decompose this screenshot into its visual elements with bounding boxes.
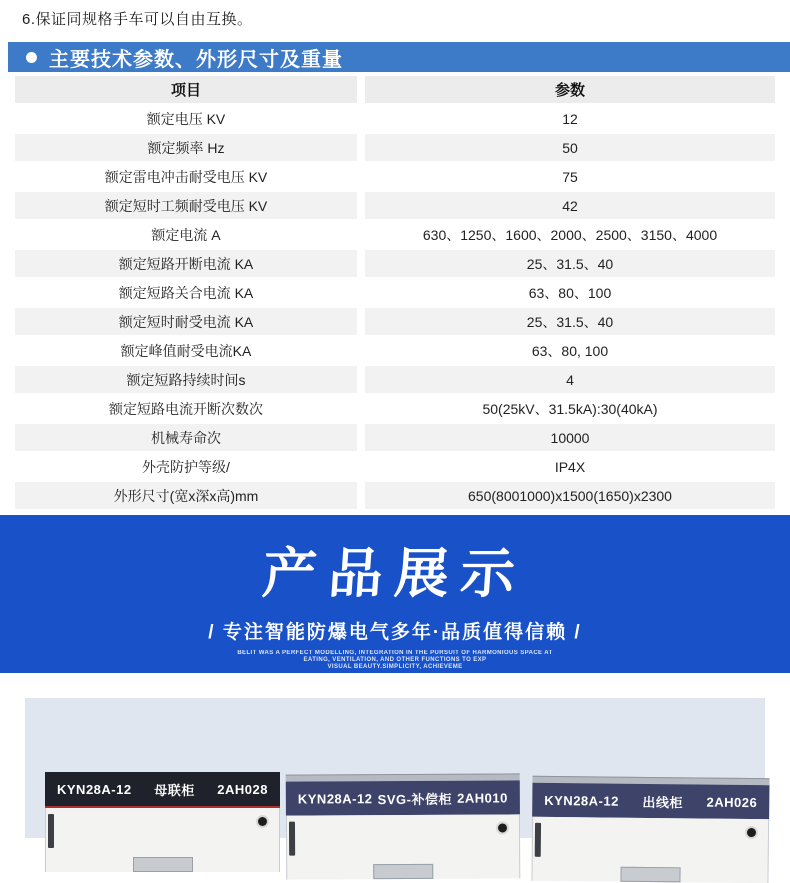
interchange-guarantee-note: 6.保证同规格手车可以自由互换。 [22, 11, 253, 28]
table-row [15, 366, 775, 393]
cabinet-name: SVG-补偿柜 [377, 791, 452, 807]
cabinet-door [45, 808, 280, 872]
cabinet-photo-bus-tie [45, 772, 280, 872]
table-row [15, 424, 775, 451]
row-item-value: 42 [365, 192, 775, 219]
cabinet-name: 母联柜 [154, 782, 195, 798]
table-row [15, 395, 775, 422]
cabinet-code: 2AH028 [217, 781, 268, 797]
row-item-value: IP4X [365, 453, 775, 480]
row-item-value: 50 [365, 134, 775, 161]
row-item-label: 额定峰值耐受电流KA [15, 337, 357, 364]
table-row [15, 134, 775, 161]
cabinet-model: KYN28A-12 [297, 790, 373, 807]
row-item-label: 机械寿命次 [15, 424, 357, 451]
cabinet-code: 2AH026 [706, 794, 758, 810]
banner-fine-print [0, 650, 790, 671]
table-row [15, 192, 775, 219]
louver-plate [373, 864, 433, 879]
hinge-icon [289, 822, 295, 856]
row-item-value: 25、31.5、40 [365, 308, 775, 335]
row-item-value: 4 [365, 366, 775, 393]
bullet-icon [26, 52, 37, 63]
cabinet-nameplate [532, 783, 769, 819]
row-item-value: 25、31.5、40 [365, 250, 775, 277]
banner-slogan: / 专注智能防爆电气多年·品质值得信赖 / [208, 622, 582, 643]
table-row [15, 250, 775, 277]
row-item-label: 额定电压 KV [15, 105, 357, 132]
section-title: 主要技术参数、外形尺寸及重量 [49, 48, 343, 71]
product-showcase-banner [0, 515, 790, 673]
banner-title: 产品展示 [260, 544, 529, 604]
column-header-item: 项目 [15, 76, 357, 103]
section-header-bar [8, 42, 790, 72]
fine-print-line: VISUAL BEAUTY.SIMPLICITY, ACHIEVEME [327, 664, 463, 670]
knob-icon [258, 817, 267, 826]
cabinet-door [286, 814, 520, 879]
row-item-value: 650(8001000)x1500(1650)x2300 [365, 482, 775, 509]
hinge-icon [48, 814, 54, 848]
cabinet-photo-svg-compensation [286, 773, 521, 879]
row-item-value: 50(25kV、31.5kA):30(40kA) [365, 395, 775, 422]
row-item-value: 75 [365, 163, 775, 190]
cabinet-model: KYN28A-12 [57, 781, 132, 797]
louver-plate [133, 857, 193, 872]
table-row [15, 221, 775, 248]
row-item-value: 63、80, 100 [365, 337, 775, 364]
row-item-label: 外形尺寸(宽x深x高)mm [15, 482, 357, 509]
table-row [15, 279, 775, 306]
row-item-label: 额定电流 A [15, 221, 357, 248]
row-item-label: 额定短时工频耐受电压 KV [15, 192, 357, 219]
knob-icon [498, 823, 507, 832]
column-header-parameter: 参数 [365, 76, 775, 103]
row-item-label: 额定频率 Hz [15, 134, 357, 161]
row-item-label: 额定雷电冲击耐受电压 KV [15, 163, 357, 190]
table-row [15, 453, 775, 480]
spec-table [15, 76, 775, 511]
row-item-label: 外壳防护等级/ [15, 453, 357, 480]
fine-print-line: EATING, VENTILATION, AND OTHER FUNCTIONS TO EXP [303, 657, 487, 663]
row-item-label: 额定短路持续时间s [15, 366, 357, 393]
table-row [15, 482, 775, 509]
row-item-value: 63、80、100 [365, 279, 775, 306]
table-row [15, 105, 775, 132]
louver-plate [620, 867, 680, 883]
cabinet-photo-outgoing-line [531, 776, 769, 883]
row-item-label: 额定短时耐受电流 KA [15, 308, 357, 335]
row-item-value: 12 [365, 105, 775, 132]
knob-icon [747, 828, 756, 837]
hinge-icon [535, 823, 541, 857]
fine-print-line: BELIT WAS A PERFECT MODELLING, INTEGRATION IN THE PURSUIT OF HARMONIOUS SPACE AT [237, 650, 553, 656]
table-row [15, 308, 775, 335]
cabinet-model: KYN28A-12 [544, 792, 619, 809]
row-item-value: 630、1250、1600、2000、2500、3150、4000 [365, 221, 775, 248]
row-item-label: 额定短路开断电流 KA [15, 250, 357, 277]
table-header-row [15, 76, 775, 103]
row-item-label: 额定短路关合电流 KA [15, 279, 357, 306]
cabinet-door [531, 817, 769, 883]
row-item-value: 10000 [365, 424, 775, 451]
cabinet-name: 出线柜 [642, 794, 684, 810]
cabinet-nameplate [45, 772, 280, 808]
row-item-label: 额定短路电流开断次数次 [15, 395, 357, 422]
table-row [15, 163, 775, 190]
cabinet-code: 2AH010 [457, 789, 508, 806]
table-row [15, 337, 775, 364]
cabinet-nameplate [286, 780, 520, 815]
